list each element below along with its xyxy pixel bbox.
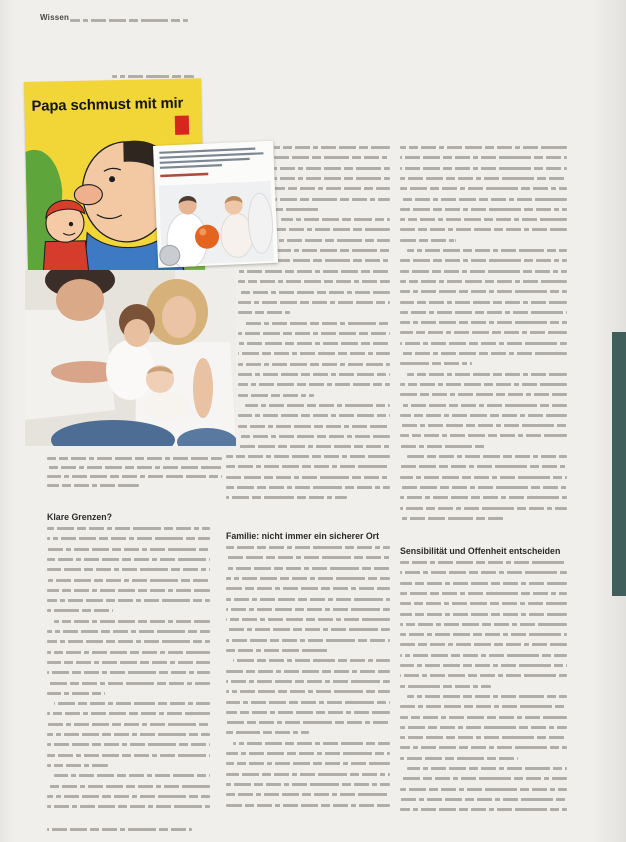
text-line bbox=[47, 599, 210, 602]
book-cover-white bbox=[153, 141, 278, 268]
text-line bbox=[400, 517, 504, 520]
text-line bbox=[400, 664, 567, 667]
text-line bbox=[407, 767, 567, 770]
text-line bbox=[400, 414, 567, 417]
text-line bbox=[400, 654, 567, 657]
text-line bbox=[47, 785, 210, 788]
family-photo bbox=[25, 270, 236, 446]
text-line bbox=[238, 383, 390, 386]
text-line bbox=[238, 332, 390, 335]
text-line bbox=[238, 342, 390, 345]
text-line bbox=[226, 731, 309, 734]
text-line bbox=[400, 424, 567, 427]
text-line bbox=[238, 291, 390, 294]
text-line bbox=[400, 331, 567, 334]
text-line bbox=[400, 685, 491, 688]
publisher-logo bbox=[175, 116, 189, 135]
text-line bbox=[226, 793, 390, 796]
text-line bbox=[400, 582, 567, 585]
text-line bbox=[274, 187, 390, 190]
text-line bbox=[226, 711, 390, 714]
text-line bbox=[400, 393, 567, 396]
text-line bbox=[400, 486, 567, 489]
text-line bbox=[47, 537, 210, 540]
book-cover-text bbox=[159, 147, 264, 177]
text-line bbox=[226, 804, 390, 807]
text-line bbox=[400, 746, 567, 749]
text-line bbox=[400, 301, 567, 304]
text-line bbox=[47, 568, 210, 571]
text-line bbox=[238, 301, 390, 304]
text-line bbox=[400, 187, 567, 190]
text-line bbox=[226, 721, 390, 724]
text-line bbox=[47, 795, 210, 798]
text-line bbox=[400, 633, 567, 636]
text-line bbox=[400, 674, 567, 677]
text-line bbox=[226, 455, 390, 458]
text-line bbox=[274, 259, 390, 262]
text-line bbox=[47, 743, 210, 746]
text-line bbox=[400, 571, 567, 574]
text-line bbox=[274, 208, 321, 211]
text-line bbox=[400, 290, 567, 293]
text-line bbox=[47, 579, 210, 582]
text-line bbox=[47, 475, 222, 478]
text-line bbox=[226, 670, 390, 673]
text-line bbox=[226, 546, 390, 549]
text-line bbox=[47, 692, 105, 695]
text-line bbox=[400, 602, 567, 605]
text-line bbox=[274, 167, 390, 170]
text-line bbox=[226, 628, 390, 631]
text-line bbox=[238, 363, 390, 366]
text-line bbox=[407, 373, 567, 376]
text-line bbox=[112, 75, 194, 78]
text-line bbox=[47, 682, 210, 685]
text-line bbox=[245, 404, 390, 407]
text-line bbox=[238, 373, 390, 376]
text-line bbox=[400, 476, 567, 479]
text-line bbox=[238, 270, 390, 273]
heading-sensibilitaet: Sensibilität und Offenheit entscheiden bbox=[400, 546, 561, 556]
text-line bbox=[47, 484, 139, 487]
book-title: Papa schmust mit mir bbox=[31, 95, 184, 115]
book-cover-illustration bbox=[153, 141, 278, 268]
text-line bbox=[400, 218, 567, 221]
text-line bbox=[47, 640, 210, 643]
text-line bbox=[400, 716, 567, 719]
text-line bbox=[226, 608, 390, 611]
section-label: Wissen bbox=[40, 13, 70, 22]
side-tab bbox=[612, 332, 626, 596]
text-line bbox=[238, 425, 390, 428]
text-line bbox=[400, 592, 567, 595]
text-line bbox=[400, 705, 567, 708]
text-line bbox=[400, 146, 567, 149]
text-line bbox=[47, 764, 108, 767]
text-line bbox=[226, 496, 347, 499]
heading-familie: Familie: nicht immer ein sicherer Ort bbox=[226, 531, 380, 541]
text-line bbox=[47, 805, 210, 808]
text-line bbox=[400, 507, 567, 510]
text-line bbox=[47, 671, 210, 674]
text-line bbox=[400, 623, 567, 626]
text-line bbox=[400, 208, 567, 211]
text-line bbox=[47, 630, 210, 633]
text-line bbox=[400, 228, 567, 231]
text-line bbox=[407, 249, 567, 252]
page-edge-shadow-left bbox=[0, 0, 14, 842]
text-line bbox=[400, 239, 456, 242]
text-line bbox=[54, 620, 210, 623]
text-line bbox=[400, 798, 567, 801]
text-line bbox=[226, 773, 390, 776]
text-line bbox=[226, 752, 390, 755]
text-line bbox=[400, 259, 567, 262]
text-line bbox=[400, 177, 567, 180]
text-line bbox=[47, 754, 210, 757]
text-line bbox=[226, 486, 390, 489]
text-line bbox=[47, 466, 222, 469]
text-line bbox=[238, 280, 390, 283]
text-line bbox=[47, 548, 210, 551]
text-line bbox=[400, 280, 567, 283]
text-line bbox=[400, 352, 567, 355]
text-line bbox=[400, 788, 567, 791]
text-line bbox=[400, 321, 567, 324]
text-line bbox=[274, 239, 390, 242]
text-line bbox=[400, 311, 567, 314]
family-photo-image bbox=[25, 270, 236, 446]
text-line bbox=[47, 733, 210, 736]
text-line bbox=[238, 311, 290, 314]
text-line bbox=[400, 383, 567, 386]
text-line bbox=[400, 362, 472, 365]
text-line bbox=[226, 598, 390, 601]
text-line bbox=[226, 465, 390, 468]
text-line bbox=[47, 828, 192, 831]
text-line bbox=[47, 609, 113, 612]
text-line bbox=[400, 643, 567, 646]
text-line bbox=[226, 690, 390, 693]
text-line bbox=[47, 558, 210, 561]
cd-badge bbox=[159, 245, 180, 266]
text-line bbox=[274, 177, 390, 180]
text-line bbox=[47, 527, 210, 530]
text-line bbox=[281, 218, 390, 221]
text-line bbox=[54, 702, 210, 705]
text-line bbox=[238, 414, 390, 417]
text-line bbox=[226, 476, 390, 479]
text-line bbox=[400, 342, 567, 345]
text-line bbox=[400, 757, 518, 760]
text-line bbox=[400, 270, 567, 273]
text-line bbox=[233, 659, 390, 662]
text-line bbox=[274, 228, 390, 231]
text-line bbox=[400, 198, 567, 201]
text-line bbox=[70, 19, 188, 22]
text-line bbox=[233, 742, 390, 745]
text-line bbox=[226, 577, 390, 580]
text-line bbox=[47, 661, 210, 664]
text-line bbox=[400, 736, 567, 739]
text-line bbox=[54, 774, 210, 777]
text-line bbox=[400, 445, 486, 448]
text-line bbox=[400, 496, 567, 499]
text-line bbox=[47, 723, 210, 726]
text-line bbox=[226, 701, 390, 704]
text-line bbox=[245, 322, 390, 325]
text-line bbox=[400, 156, 567, 159]
text-line bbox=[226, 567, 390, 570]
text-line bbox=[407, 455, 567, 458]
text-line bbox=[226, 680, 390, 683]
text-line bbox=[274, 249, 390, 252]
text-line bbox=[274, 146, 390, 149]
text-line bbox=[400, 561, 567, 564]
text-line bbox=[226, 649, 330, 652]
text-line bbox=[47, 457, 222, 460]
text-line bbox=[407, 695, 567, 698]
text-line bbox=[226, 587, 390, 590]
text-line bbox=[238, 445, 390, 448]
text-line bbox=[226, 639, 390, 642]
text-line bbox=[226, 783, 390, 786]
text-line bbox=[400, 726, 567, 729]
text-line bbox=[47, 589, 210, 592]
text-line bbox=[400, 434, 567, 437]
text-line bbox=[47, 712, 210, 715]
text-line bbox=[226, 618, 390, 621]
text-line bbox=[238, 435, 390, 438]
text-line bbox=[226, 762, 390, 765]
text-line bbox=[47, 651, 210, 654]
text-line bbox=[400, 404, 567, 407]
text-line bbox=[400, 465, 567, 468]
text-line bbox=[400, 808, 567, 811]
text-line bbox=[400, 167, 567, 170]
text-line bbox=[226, 556, 390, 559]
heading-klare-grenzen: Klare Grenzen? bbox=[47, 512, 113, 522]
text-line bbox=[400, 613, 567, 616]
text-line bbox=[400, 777, 567, 780]
text-line bbox=[238, 352, 390, 355]
text-line bbox=[238, 394, 314, 397]
text-line bbox=[274, 198, 390, 201]
text-line bbox=[274, 156, 390, 159]
